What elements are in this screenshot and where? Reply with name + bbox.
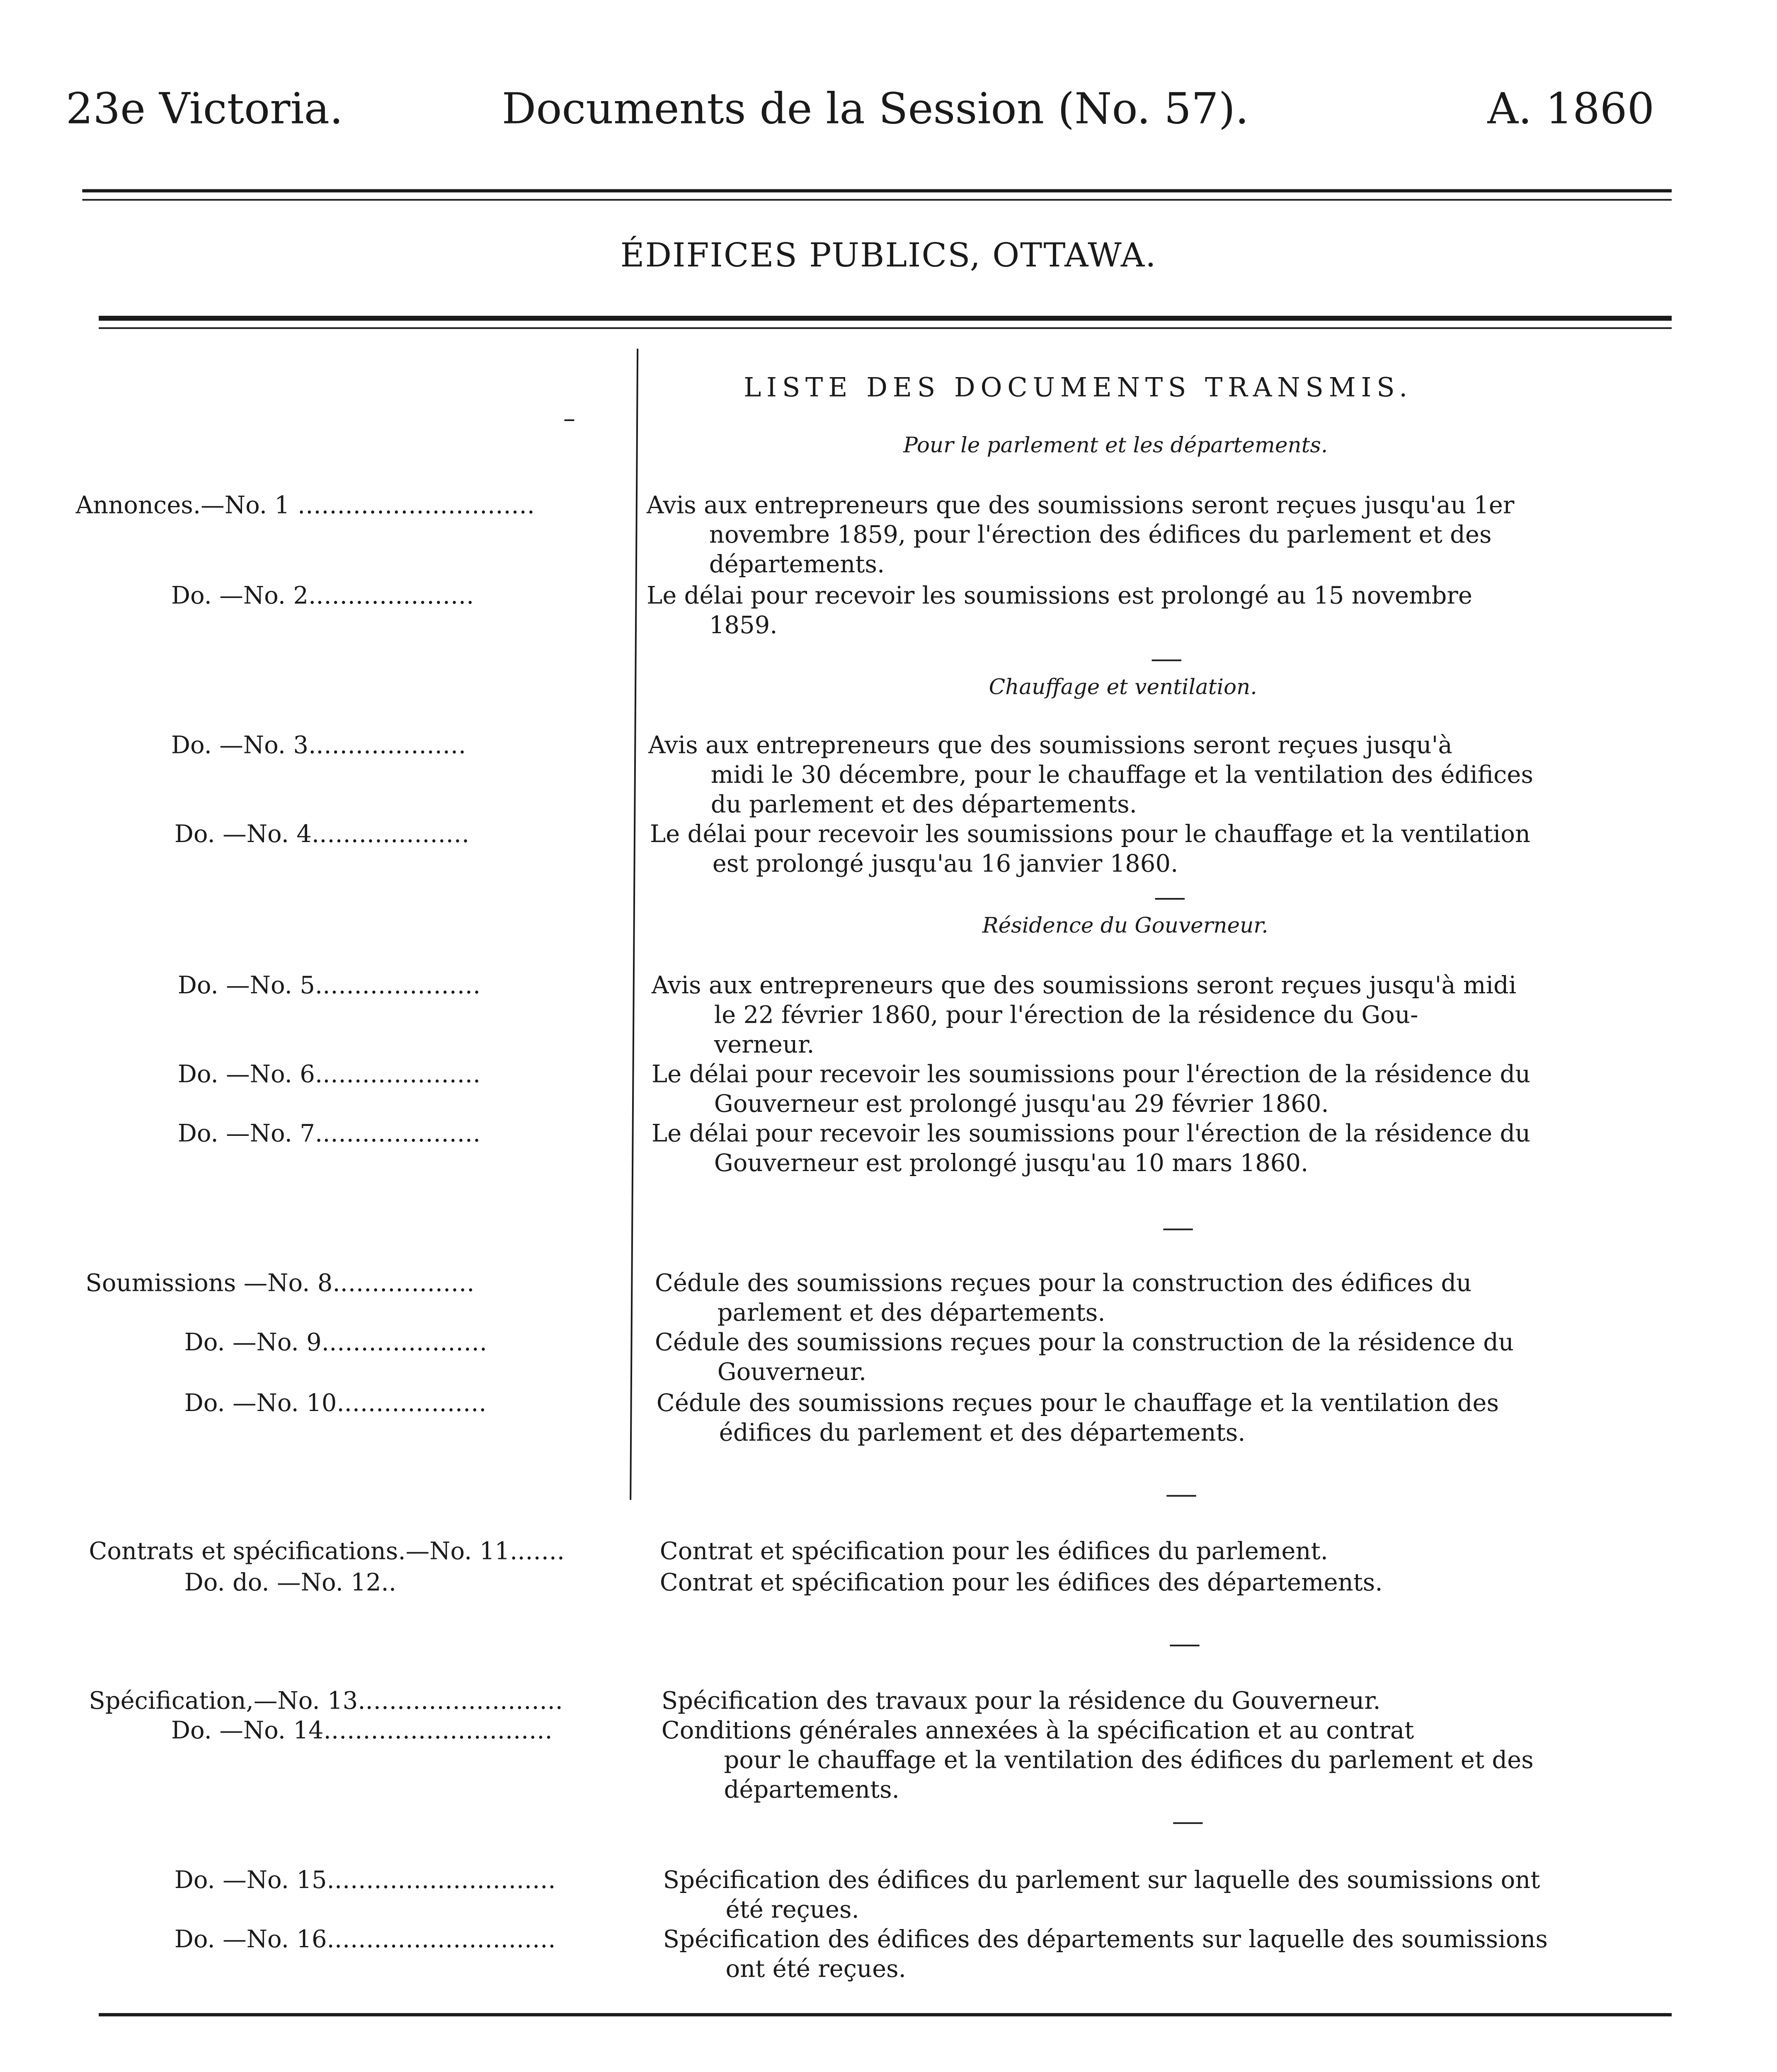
header-year: A. 1860 [1487,85,1655,135]
entry-label: Do. —No. 5..................... [177,973,481,1000]
separator-dash [1163,1229,1193,1231]
column-divider [630,349,639,1500]
entry-description: Spécification des édifices des départements sur laquelle des soumissions ont été reçues. [663,1927,1548,1984]
entry-label: Do. —No. 10................... [184,1391,487,1418]
entry-description: Le délai pour recevoir les soumissions pour l'érection de la résidence du Gouverneur est prolongé jusqu'au 29 février 1860. [651,1062,1531,1118]
header-session: 23e Victoria. [65,85,343,135]
entry-description: Cédule des soumissions reçues pour le chauffage et la ventilation des édifices du parlement et des départements. [656,1391,1499,1447]
entry-label: Do. do. —No. 12.. [184,1571,397,1597]
bottom-rule [99,2013,1672,2016]
entry-description: Avis aux entrepreneurs que des soumissions seront reçues jusqu'à midi le 30 décembre, pour le chauffage et la ventilation des édifices du parlement et des départements. [648,733,1533,819]
entry-label: Do. —No. 16............................. [174,1927,556,1954]
entry-label: Spécification,—No. 13.......................... [89,1689,563,1716]
entry-label: Do. —No. 9..................... [184,1330,487,1357]
stray-mark [565,419,575,421]
entry-description: Spécification des travaux pour la résidence du Gouverneur. [661,1689,1381,1716]
separator-dash [1152,659,1181,661]
entry-label: Do. —No. 7..................... [177,1121,481,1148]
entry-label: Do. —No. 6..................... [177,1062,481,1089]
entry-label: Contrats et spécifications.—No. 11....... [89,1539,565,1566]
entry-description: Le délai pour recevoir les soumissions est prolongé au 15 novembre 1859. [646,583,1472,640]
separator-dash [1170,1645,1199,1647]
page-title: ÉDIFICES PUBLICS, OTTAWA. [620,235,1157,275]
entry-label: Do. —No. 2..................... [171,583,475,610]
title-rule-top [99,316,1672,321]
entry-description: Le délai pour recevoir les soumissions pour l'érection de la résidence du Gouverneur est prolongé jusqu'au 10 mars 1860. [651,1121,1531,1178]
separator-dash [1155,898,1185,900]
entry-label: Do. —No. 14............................. [171,1719,553,1745]
entry-label: Do. —No. 3.................... [171,733,467,760]
title-rule-bottom [99,327,1672,329]
entry-description: Avis aux entrepreneurs que des soumissions seront reçues jusqu'à midi le 22 février 1860, pour l'érection de la résidence du Gou- verneur. [651,973,1517,1059]
section-residence: Résidence du Gouverneur. [982,914,1268,939]
entry-label: Do. —No. 15............................. [174,1868,556,1895]
section-chauffage: Chauffage et ventilation. [989,676,1257,701]
entry-label: Do. —No. 4.................... [174,822,470,849]
section-parlement: Pour le parlement et les départements. [903,434,1328,459]
header-rule-bottom [82,199,1671,201]
entry-description: Conditions générales annexées à la spécification et au contrat pour le chauffage et la ventilation des édifices du parlement et des départements. [661,1719,1534,1804]
entry-description: Contrat et spécification pour les édifices des départements. [659,1571,1383,1597]
entry-description: Avis aux entrepreneurs que des soumissions seront reçues jusqu'au 1er novembre 1859, pour l'érection des édifices du parlement et des départements. [646,493,1515,579]
separator-dash [1173,1822,1202,1824]
entry-description: Cédule des soumissions reçues pour la construction de la résidence du Gouverneur. [655,1330,1514,1387]
entry-description: Le délai pour recevoir les soumissions pour le chauffage et la ventilation est prolongé jusqu'au 16 janvier 1860. [650,822,1530,879]
entry-description: Cédule des soumissions reçues pour la construction des édifices du parlement et des départements. [655,1271,1472,1327]
separator-dash [1166,1495,1196,1497]
entry-description: Spécification des édifices du parlement sur laquelle des soumissions ont été reçues. [663,1868,1540,1924]
entry-label: Soumissions —No. 8.................. [85,1271,475,1298]
header-document-number: Documents de la Session (No. 57). [502,85,1249,135]
entry-label: Annonces.—No. 1 .............................. [75,493,535,520]
entry-description: Contrat et spécification pour les édifices du parlement. [659,1539,1328,1566]
header-rule-top [82,189,1671,191]
list-title: LISTE DES DOCUMENTS TRANSMIS. [744,371,1413,403]
